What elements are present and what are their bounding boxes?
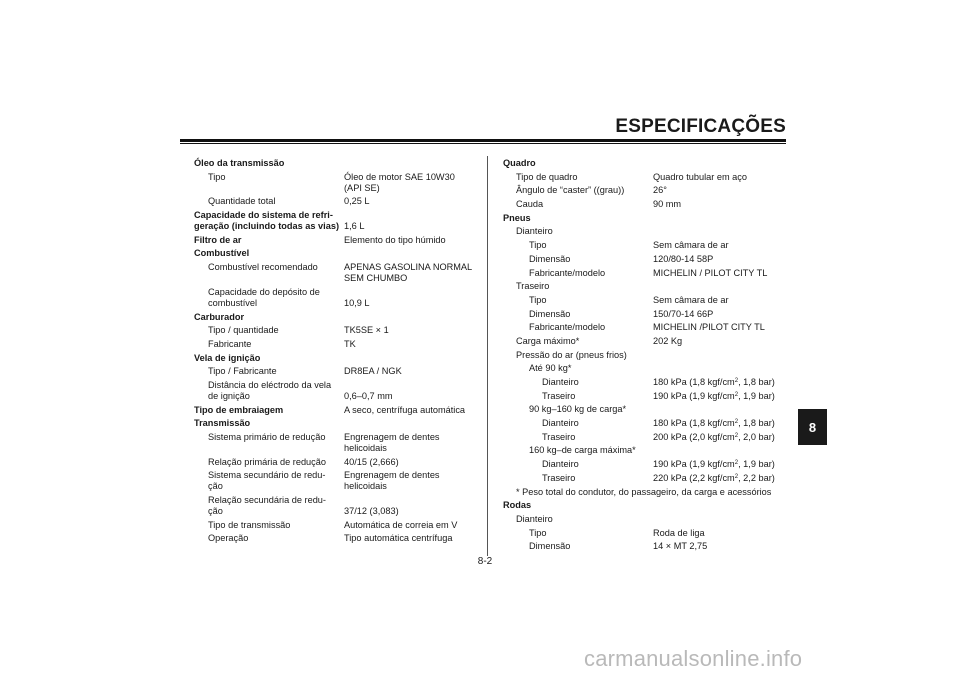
spec-row <box>503 322 793 333</box>
spec-label: Quantidade total <box>208 196 276 207</box>
spec-value: 180 kPa (1,8 kgf/$cm^2$, 1,8 bar) <box>653 377 775 387</box>
spec-value: 190 kPa (1,9 kgf/$cm^2$, 1,9 bar) <box>653 459 775 470</box>
spec-row <box>503 295 793 306</box>
spec-value: 10,9 L <box>344 297 370 308</box>
spec-row <box>194 325 484 336</box>
spec-value: 0,6–0,7 mm <box>344 390 393 401</box>
spec-label: Relação secundária de redu- ção <box>208 495 326 517</box>
spec-row <box>194 312 484 323</box>
spec-row <box>194 418 484 429</box>
spec-label: Pneus <box>503 212 531 223</box>
spec-label: Dianteiro <box>542 459 579 470</box>
spec-row <box>503 350 793 361</box>
spec-value: Roda de liga <box>653 527 705 538</box>
spec-row <box>503 377 793 388</box>
spec-label: Distância do eléctrodo da vela de ignição <box>208 379 332 401</box>
spec-value: Óleo de motor SAE 10W30 (API SE) <box>344 171 455 193</box>
spec-value: 37/12 (3,083) <box>344 506 399 517</box>
spec-label: Relação primária de redução <box>208 456 326 467</box>
spec-value: 180 kPa (1,8 kgf/$cm^2$, 1,8 bar) <box>653 418 775 429</box>
spec-value: TK5SE × 1 <box>344 325 389 336</box>
spec-label: Fabricante <box>208 338 252 349</box>
spec-label: Tipo de transmissão <box>208 519 291 530</box>
spec-label: 90 kg–160 kg de carga* <box>529 404 627 415</box>
spec-label: Quadro <box>503 158 536 168</box>
spec-row <box>503 336 793 347</box>
spec-row <box>503 418 793 429</box>
spec-row <box>503 309 793 320</box>
spec-value: A seco, centrífuga automática <box>344 404 466 415</box>
page-number: 8-2 <box>477 556 493 567</box>
spec-row <box>194 262 484 284</box>
spec-row <box>503 172 793 183</box>
left-spec-column <box>194 158 484 547</box>
spec-label: Carga máximo* <box>516 335 580 346</box>
spec-label: Tipo <box>529 527 547 538</box>
spec-row <box>194 172 484 194</box>
spec-row <box>194 380 484 402</box>
spec-row <box>503 185 793 196</box>
spec-row <box>194 196 484 207</box>
spec-label: Tipo de quadro <box>516 171 578 182</box>
header-rule-thin <box>180 143 786 144</box>
spec-value: 220 kPa (2,2 kgf/$cm^2$, 2,2 bar) <box>653 472 775 483</box>
spec-row <box>503 404 793 415</box>
spec-label: Combustível <box>194 248 250 259</box>
spec-value: 120/80-14 58P <box>653 253 714 264</box>
spec-label: Operação <box>208 533 249 544</box>
spec-label: Traseiro <box>542 390 576 401</box>
spec-row <box>194 210 484 232</box>
spec-value: Engrenagem de dentes helicoidais <box>344 470 440 492</box>
spec-value: DR8EA / NGK <box>344 366 402 377</box>
spec-value: Engrenagem de dentes helicoidais <box>344 432 440 453</box>
spec-row <box>503 541 793 552</box>
spec-value: 202 Kg <box>653 335 683 346</box>
spec-row <box>194 287 484 309</box>
spec-row <box>194 457 484 468</box>
spec-row <box>194 495 484 517</box>
page-title: ESPECIFICAÇÕES <box>615 116 786 137</box>
spec-value: 200 kPa (2,0 kgf/$cm^2$, 2,0 bar) <box>653 431 775 442</box>
spec-row <box>503 254 793 265</box>
spec-value: 40/15 (2,666) <box>344 456 399 467</box>
header-rule-thick <box>180 139 786 142</box>
spec-label: Capacidade do sistema de refri- geração (incluindo todas as vias) <box>194 210 339 232</box>
spec-row <box>503 487 793 498</box>
spec-row <box>503 432 793 443</box>
spec-label: Tipo / quantidade <box>208 325 279 336</box>
spec-label: Fabricante/modelo <box>529 322 606 333</box>
spec-label: Traseiro <box>516 281 550 292</box>
spec-value: TK <box>344 338 356 349</box>
spec-row <box>503 199 793 210</box>
spec-value: Sem câmara de ar <box>653 240 729 251</box>
spec-row <box>503 500 793 511</box>
spec-row <box>194 432 484 454</box>
spec-row <box>194 533 484 544</box>
spec-label: Dianteiro <box>516 513 553 524</box>
spec-label: Até 90 kg* <box>529 363 572 374</box>
spec-value: 0,25 L <box>344 196 370 207</box>
spec-row <box>194 235 484 246</box>
spec-value: 190 kPa (1,9 kgf/$cm^2$, 1,9 bar) <box>653 390 775 401</box>
spec-label: Rodas <box>503 500 532 511</box>
spec-row <box>194 158 484 169</box>
spec-row <box>194 366 484 377</box>
spec-row <box>194 339 484 350</box>
spec-row <box>503 158 793 169</box>
spec-label: Tipo / Fabricante <box>208 366 277 377</box>
spec-label: Carburador <box>194 311 245 322</box>
chapter-tab: 8 <box>798 409 827 445</box>
column-divider <box>487 156 488 556</box>
spec-label: Dianteiro <box>542 418 579 429</box>
spec-value: MICHELIN / PILOT CITY TL <box>653 267 768 278</box>
spec-label: Dianteiro <box>542 377 579 387</box>
right-spec-column <box>503 158 793 555</box>
spec-row <box>503 459 793 470</box>
spec-label: Dimensão <box>529 541 571 552</box>
spec-value: Automática de correia em V <box>344 519 458 530</box>
spec-label: Transmissão <box>194 418 251 429</box>
spec-value: 26° <box>653 185 667 196</box>
spec-value: Quadro tubular em aço <box>653 171 747 182</box>
spec-label: Tipo <box>208 171 226 182</box>
spec-value: 1,6 L <box>344 221 365 232</box>
spec-label: Tipo <box>529 240 547 251</box>
spec-row <box>503 240 793 251</box>
spec-label: 160 kg–de carga máxima* <box>529 445 636 456</box>
spec-label: Capacidade do depósito de combustível <box>208 286 320 308</box>
spec-label: Sistema secundário de redu- ção <box>208 470 326 492</box>
spec-row <box>503 226 793 237</box>
spec-value: 14 × MT 2,75 <box>653 541 708 552</box>
spec-label: Tipo <box>529 294 547 305</box>
spec-row <box>194 520 484 531</box>
spec-label: Tipo de embraiagem <box>194 404 284 415</box>
spec-row <box>503 473 793 484</box>
spec-value: 90 mm <box>653 199 682 210</box>
watermark: carmanualsonline.info <box>584 646 803 671</box>
spec-row <box>503 281 793 292</box>
spec-label: * Peso total do condutor, do passageiro, da carga e acessórios <box>516 486 772 497</box>
spec-label: Dianteiro <box>516 226 553 237</box>
spec-row <box>503 363 793 374</box>
spec-label: Ângulo de “caster” ((grau)) <box>516 185 625 196</box>
spec-label: Traseiro <box>542 472 576 483</box>
spec-label: Cauda <box>516 199 544 210</box>
spec-row <box>194 470 484 492</box>
spec-value: 150/70-14 66P <box>653 308 714 319</box>
spec-row <box>194 353 484 364</box>
spec-row <box>194 405 484 416</box>
spec-row <box>503 445 793 456</box>
spec-row <box>194 248 484 259</box>
spec-label: Traseiro <box>542 431 576 442</box>
spec-label: Óleo da transmissão <box>194 158 285 168</box>
spec-label: Dimensão <box>529 308 571 319</box>
spec-row <box>503 514 793 525</box>
spec-row <box>503 213 793 224</box>
spec-label: Pressão do ar (pneus frios) <box>516 349 627 360</box>
spec-label: Vela de ignição <box>194 352 261 363</box>
spec-label: Sistema primário de redução <box>208 432 326 442</box>
spec-value: Tipo automática centrífuga <box>344 533 453 544</box>
spec-label: Fabricante/modelo <box>529 267 606 278</box>
spec-value: Sem câmara de ar <box>653 294 729 305</box>
spec-label: Combustível recomendado <box>208 262 318 273</box>
spec-value: MICHELIN /PILOT CITY TL <box>653 322 765 333</box>
spec-label: Filtro de ar <box>194 234 242 245</box>
spec-row <box>503 528 793 539</box>
spec-row <box>503 391 793 402</box>
spec-value: APENAS GASOLINA NORMAL SEM CHUMBO <box>344 262 473 284</box>
spec-row <box>503 268 793 279</box>
spec-value: Elemento do tipo húmido <box>344 234 446 245</box>
spec-label: Dimensão <box>529 253 571 264</box>
